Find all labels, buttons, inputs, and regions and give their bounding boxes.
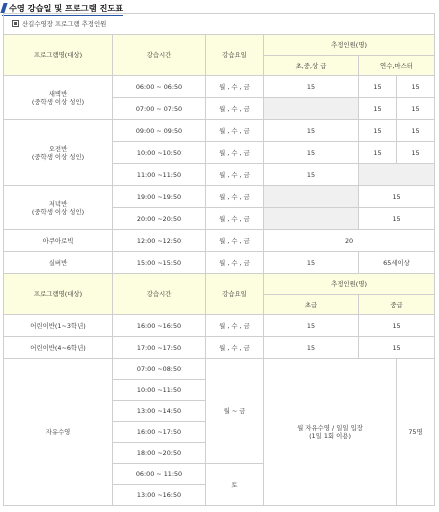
days-cell: 월 , 수 , 금 (206, 208, 264, 230)
time-cell: 10:00 ~11:50 (113, 380, 206, 401)
table-row (4, 252, 435, 274)
table-row (4, 120, 435, 142)
program-evening: 저녁반 (중학생 이상 성인) (4, 186, 113, 230)
free-capacity: 75명 (397, 359, 435, 506)
cap-cell: 15 (264, 252, 359, 274)
empty-cell (264, 208, 359, 230)
days-cell: 월 , 수 , 금 (206, 252, 264, 274)
time-cell: 13:00 ~14:50 (113, 401, 206, 422)
program-aqua: 아쿠아로빅 (4, 230, 113, 252)
table-row (4, 359, 435, 380)
table-row (4, 230, 435, 252)
header-beginner: 초,중,상 급 (264, 56, 359, 76)
header-days: 강습요일 (206, 274, 264, 315)
days-cell: 월 , 수 , 금 (206, 337, 264, 359)
table-row (4, 337, 435, 359)
days-weekday: 월 ~ 금 (206, 359, 264, 464)
title-marker-icon (0, 3, 7, 13)
cap-cell: 15 (264, 337, 359, 359)
cap-cell: 15 (264, 164, 359, 186)
program-morning: 새벽반 (중학생 이상 성인) (4, 76, 113, 120)
cap-cell: 15 (264, 142, 359, 164)
time-cell: 19:00 ~19:50 (113, 186, 206, 208)
header-days: 강습요일 (206, 35, 264, 76)
cap-cell: 65세이상 (359, 252, 435, 274)
cap-cell: 15 (359, 337, 435, 359)
days-cell: 월 , 수 , 금 (206, 98, 264, 120)
cap-cell: 15 (264, 315, 359, 337)
header-time: 강습시간 (113, 35, 206, 76)
header-beginner: 초급 (264, 295, 359, 315)
cap-cell: 15 (397, 120, 435, 142)
table-caption: 산길수영장 프로그램 추정인원 (4, 14, 435, 35)
cap-cell: 15 (359, 76, 397, 98)
table-row (4, 76, 435, 98)
title-text: 수영 강습일 및 프로그램 진도표 (9, 2, 124, 13)
cap-cell: 15 (359, 142, 397, 164)
header-program: 프로그램명(대상) (4, 274, 113, 315)
days-cell: 월 , 수 , 금 (206, 142, 264, 164)
time-cell: 09:00 ~ 09:50 (113, 120, 206, 142)
time-cell: 12:00 ~12:50 (113, 230, 206, 252)
header-program: 프로그램명(대상) (4, 35, 113, 76)
program-silver: 실버반 (4, 252, 113, 274)
time-cell: 20:00 ~20:50 (113, 208, 206, 230)
days-cell: 월 , 수 , 금 (206, 186, 264, 208)
days-saturday: 토 (206, 464, 264, 506)
time-cell: 16:00 ~17:50 (113, 422, 206, 443)
time-cell: 10:00 ~10:50 (113, 142, 206, 164)
time-cell: 17:00 ~17:50 (113, 337, 206, 359)
header-time: 강습시간 (113, 274, 206, 315)
days-cell: 월 , 수 , 금 (206, 76, 264, 98)
days-cell: 월 , 수 , 금 (206, 230, 264, 252)
cap-cell: 15 (359, 315, 435, 337)
empty-cell (359, 164, 435, 186)
time-cell: 06:00 ~ 11:50 (113, 464, 206, 485)
cap-cell: 15 (397, 76, 435, 98)
free-note: 월 자유수영 / 일일 입장 (1일 1회 이용) (264, 359, 397, 506)
header-capacity: 추정인원(명) (264, 35, 435, 56)
header-advanced: 연수,마스터 (359, 56, 435, 76)
schedule-table (3, 13, 435, 506)
time-cell: 16:00 ~16:50 (113, 315, 206, 337)
cap-cell: 15 (397, 98, 435, 120)
days-cell: 월 , 수 , 금 (206, 164, 264, 186)
time-cell: 11:00 ~11:50 (113, 164, 206, 186)
cap-cell: 15 (264, 120, 359, 142)
table-row (4, 315, 435, 337)
cap-cell: 15 (397, 142, 435, 164)
program-kids1: 어린이반(1~3학년) (4, 315, 113, 337)
cap-cell: 20 (264, 230, 435, 252)
header-capacity: 추정인원(명) (264, 274, 435, 295)
time-cell: 13:00 ~16:50 (113, 485, 206, 506)
cap-cell: 15 (359, 120, 397, 142)
header-intermediate: 중급 (359, 295, 435, 315)
cap-cell: 15 (359, 98, 397, 120)
days-cell: 월 , 수 , 금 (206, 315, 264, 337)
cap-cell: 15 (264, 76, 359, 98)
time-cell: 07:00 ~08:50 (113, 359, 206, 380)
table-row (4, 186, 435, 208)
empty-cell (264, 98, 359, 120)
time-cell: 07:00 ~ 07:50 (113, 98, 206, 120)
time-cell: 18:00 ~20:50 (113, 443, 206, 464)
time-cell: 15:00 ~15:50 (113, 252, 206, 274)
program-am: 오전반 (중학생 이상 성인) (4, 120, 113, 186)
program-free: 자유수영 (4, 359, 113, 506)
cap-cell: 15 (359, 186, 435, 208)
cap-cell: 15 (359, 208, 435, 230)
days-cell: 월 , 수 , 금 (206, 120, 264, 142)
empty-cell (264, 186, 359, 208)
program-kids2: 어린이반(4~6학년) (4, 337, 113, 359)
time-cell: 06:00 ~ 06:50 (113, 76, 206, 98)
caption-checkbox-icon (12, 20, 19, 27)
